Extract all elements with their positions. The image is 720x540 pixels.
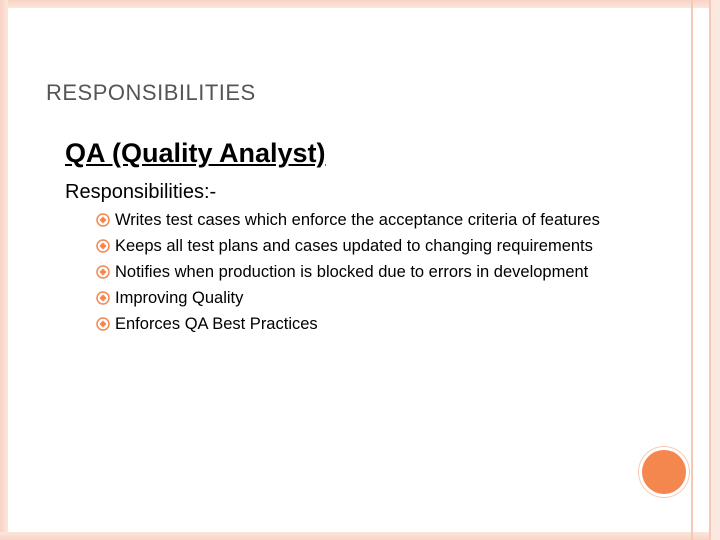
orange-diamond-bullet-icon — [96, 317, 110, 331]
slide-title: RESPONSIBILITIES — [46, 80, 256, 105]
bullet-text: Enforces QA Best Practices — [115, 315, 318, 333]
bullet-item — [96, 262, 616, 283]
bullet-item — [96, 314, 616, 335]
bullet-text: Notifies when production is blocked due to errors in development — [115, 263, 589, 281]
bullet-item — [96, 210, 616, 231]
bullet-text: Keeps all test plans and cases updated to changing requirements — [115, 237, 593, 255]
orange-diamond-bullet-icon — [96, 239, 110, 253]
bullet-text: Improving Quality — [115, 289, 244, 307]
slide-border-bottom — [0, 532, 720, 540]
decorative-right-strip — [711, 0, 720, 540]
orange-diamond-bullet-icon — [96, 265, 110, 279]
slide-border-left — [0, 0, 8, 540]
slide-border-top — [0, 0, 720, 8]
decorative-circle-icon — [642, 450, 686, 494]
slide-subtitle: QA (Quality Analyst) — [65, 138, 326, 168]
decorative-vertical-line — [691, 0, 693, 540]
bullet-list — [96, 210, 616, 340]
intro-text: Responsibilities:- — [65, 181, 217, 203]
orange-diamond-bullet-icon — [96, 213, 110, 227]
bullet-item — [96, 288, 616, 309]
bullet-item — [96, 236, 616, 257]
orange-diamond-bullet-icon — [96, 291, 110, 305]
bullet-text: Writes test cases which enforce the acceptance criteria of features — [115, 211, 600, 229]
